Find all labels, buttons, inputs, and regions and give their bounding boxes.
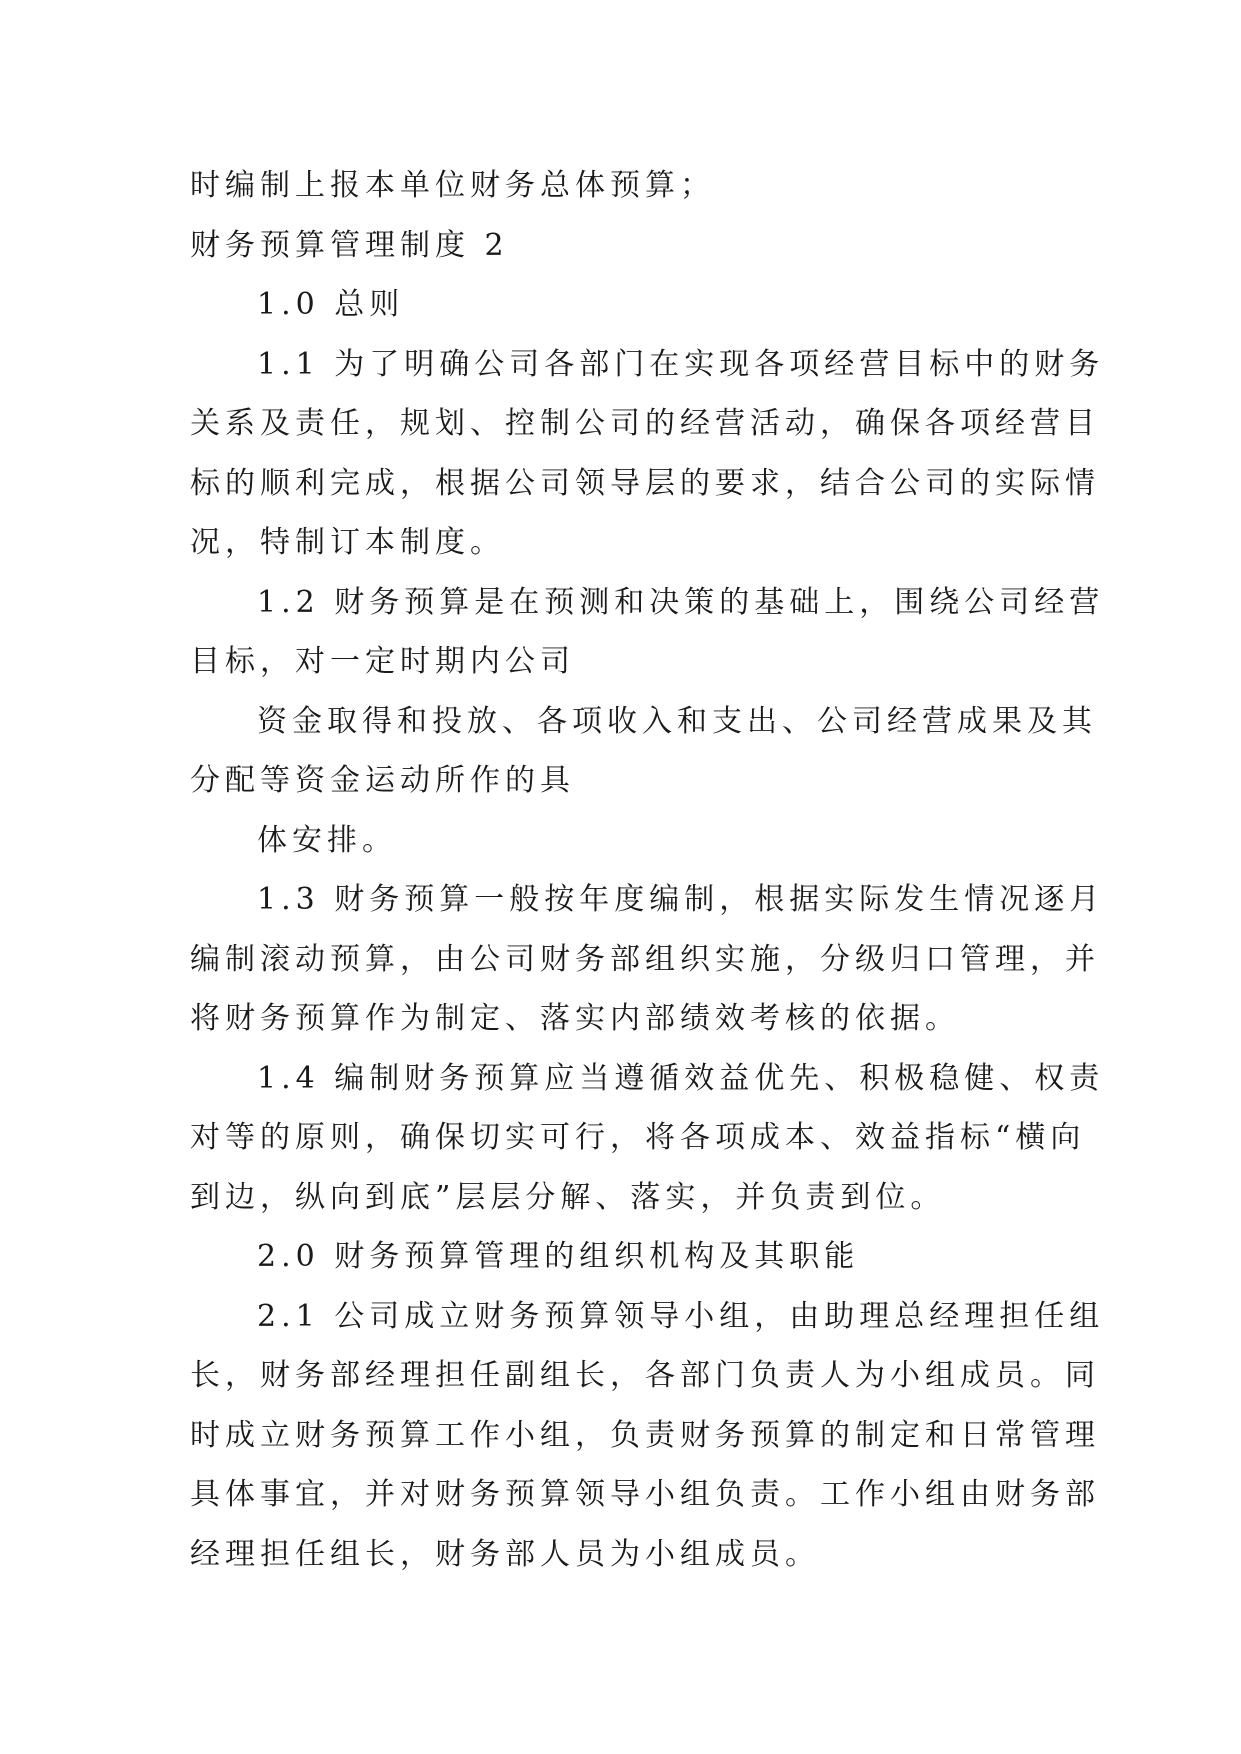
paragraph-line: 1.3 财务预算一般按年度编制，根据实际发生情况逐月 <box>257 882 1105 917</box>
paragraph-line: 体安排。 <box>257 823 397 858</box>
paragraph-line: 对等的原则，确保切实可行，将各项成本、效益指标“横向 <box>190 1120 1086 1155</box>
section-heading-general: 1.0 总则 <box>257 287 405 322</box>
paragraph-line: 长，财务部经理担任副组长，各部门负责人为小组成员。同 <box>190 1358 1100 1393</box>
paragraph-line: 1.1 为了明确公司各部门在实现各项经营目标中的财务 <box>257 347 1105 382</box>
paragraph-line: 时成立财务预算工作小组，负责财务预算的制定和日常管理 <box>190 1418 1100 1453</box>
paragraph-line: 标的顺利完成，根据公司领导层的要求，结合公司的实际情 <box>190 466 1100 501</box>
paragraph-line: 况，特制订本制度。 <box>190 525 505 560</box>
paragraph-line: 将财务预算作为制定、落实内部绩效考核的依据。 <box>190 1001 960 1036</box>
paragraph-line: 资金取得和投放、各项收入和支出、公司经营成果及其 <box>257 704 1097 739</box>
text-line-intro-continuation: 时编制上报本单位财务总体预算； <box>190 168 715 203</box>
paragraph-line: 经理担任组长，财务部人员为小组成员。 <box>190 1537 820 1572</box>
paragraph-line: 1.4 编制财务预算应当遵循效益优先、积极稳健、权责 <box>257 1061 1105 1096</box>
paragraph-line: 2.1 公司成立财务预算领导小组，由助理总经理担任组 <box>257 1299 1105 1334</box>
paragraph-line: 关系及责任，规划、控制公司的经营活动，确保各项经营目 <box>190 406 1100 441</box>
paragraph-line: 目标，对一定时期内公司 <box>190 644 575 679</box>
paragraph-line: 1.2 财务预算是在预测和决策的基础上，围绕公司经营 <box>257 585 1105 620</box>
paragraph-line: 到边，纵向到底”层层分解、落实，并负责到位。 <box>190 1180 946 1215</box>
paragraph-line: 编制滚动预算，由公司财务部组织实施，分级归口管理，并 <box>190 942 1100 977</box>
paragraph-line: 具体事宜，并对财务预算领导小组负责。工作小组由财务部 <box>190 1477 1100 1512</box>
section-heading-organization: 2.0 财务预算管理的组织机构及其职能 <box>257 1239 860 1274</box>
document-title: 财务预算管理制度 2 <box>190 228 509 263</box>
paragraph-line: 分配等资金运动所作的具 <box>190 763 575 798</box>
